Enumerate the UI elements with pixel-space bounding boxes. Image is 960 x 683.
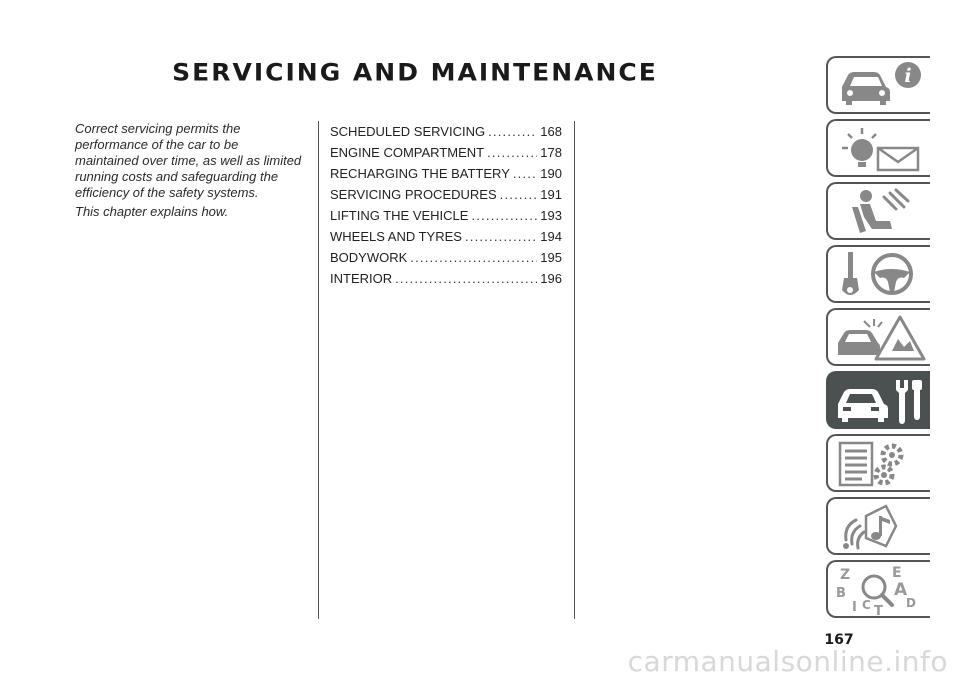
key-steering-wheel-icon <box>834 250 926 300</box>
tab-in-an-emergency[interactable] <box>826 308 930 366</box>
toc-page: 191 <box>540 187 562 202</box>
specs-gears-icon <box>834 439 926 489</box>
toc-label: INTERIOR <box>330 271 393 286</box>
column-divider-right <box>574 121 575 619</box>
index-letter: A <box>894 580 908 600</box>
page-number: 167 <box>824 632 854 648</box>
chapter-title: SERVICING AND MAINTENANCE <box>172 58 658 87</box>
tab-starting-driving[interactable] <box>826 245 930 303</box>
tab-multimedia[interactable] <box>826 497 930 555</box>
index-letter: E <box>892 565 902 581</box>
leader-dots <box>410 247 537 268</box>
leader-dots <box>395 268 537 289</box>
index-letter: I <box>852 600 857 615</box>
toc-page: 178 <box>540 145 562 160</box>
leader-dots <box>471 205 537 226</box>
toc-entry[interactable] <box>330 121 562 142</box>
toc-entry[interactable] <box>330 268 562 289</box>
warning-lights-message-icon <box>834 124 926 174</box>
tab-servicing-maintenance[interactable] <box>826 371 930 429</box>
index-letter: Z <box>840 567 851 583</box>
toc-page: 196 <box>540 271 562 286</box>
toc-page: 195 <box>540 250 562 265</box>
multimedia-icon <box>834 502 926 552</box>
intro-paragraph: Correct servicing permits the performance of the car to be maintained over time, as well as limited running costs and safeguarding the efficiency of the safety systems. <box>75 121 302 200</box>
tab-dashboard[interactable] <box>826 119 930 177</box>
toc-label: WHEELS AND TYRES <box>330 229 462 244</box>
watermark: carmanualsonline.info <box>627 645 948 678</box>
tab-safety[interactable] <box>826 182 930 240</box>
toc-page: 190 <box>540 166 562 181</box>
seat-airbag-icon <box>834 187 926 237</box>
toc-label: LIFTING THE VEHICLE <box>330 208 469 223</box>
table-of-contents <box>330 121 562 289</box>
leader-dots <box>488 121 537 142</box>
toc-entry[interactable] <box>330 247 562 268</box>
toc-entry[interactable] <box>330 205 562 226</box>
svg-text:i: i <box>904 65 912 87</box>
toc-entry[interactable] <box>330 226 562 247</box>
toc-page: 193 <box>540 208 562 223</box>
alphabetical-index-icon <box>834 565 926 615</box>
index-letter: C <box>862 598 871 612</box>
leader-dots <box>500 184 538 205</box>
intro-paragraph: This chapter explains how. <box>75 204 229 219</box>
leader-dots <box>465 226 537 247</box>
index-letter: D <box>906 596 916 610</box>
tab-technical-specifications[interactable] <box>826 434 930 492</box>
leader-dots <box>513 163 537 184</box>
toc-entry[interactable] <box>330 163 562 184</box>
toc-label: SERVICING PROCEDURES <box>330 187 497 202</box>
toc-label: SCHEDULED SERVICING <box>330 124 486 139</box>
car-wrench-icon <box>834 376 926 426</box>
toc-page: 194 <box>540 229 562 244</box>
toc-page: 168 <box>540 124 562 139</box>
column-divider-left <box>318 121 319 619</box>
index-letter: T <box>874 604 883 615</box>
toc-entry[interactable] <box>330 142 562 163</box>
car-info-icon <box>834 61 926 111</box>
chapter-intro <box>75 121 305 220</box>
toc-label: RECHARGING THE BATTERY <box>330 166 510 181</box>
tab-getting-to-know[interactable] <box>826 56 930 114</box>
index-letter: B <box>836 586 846 601</box>
tab-alphabetical-index[interactable] <box>826 560 930 618</box>
leader-dots <box>487 142 537 163</box>
toc-label: ENGINE COMPARTMENT <box>330 145 485 160</box>
toc-entry[interactable] <box>330 184 562 205</box>
car-emergency-icon <box>834 313 926 363</box>
toc-label: BODYWORK <box>330 250 408 265</box>
